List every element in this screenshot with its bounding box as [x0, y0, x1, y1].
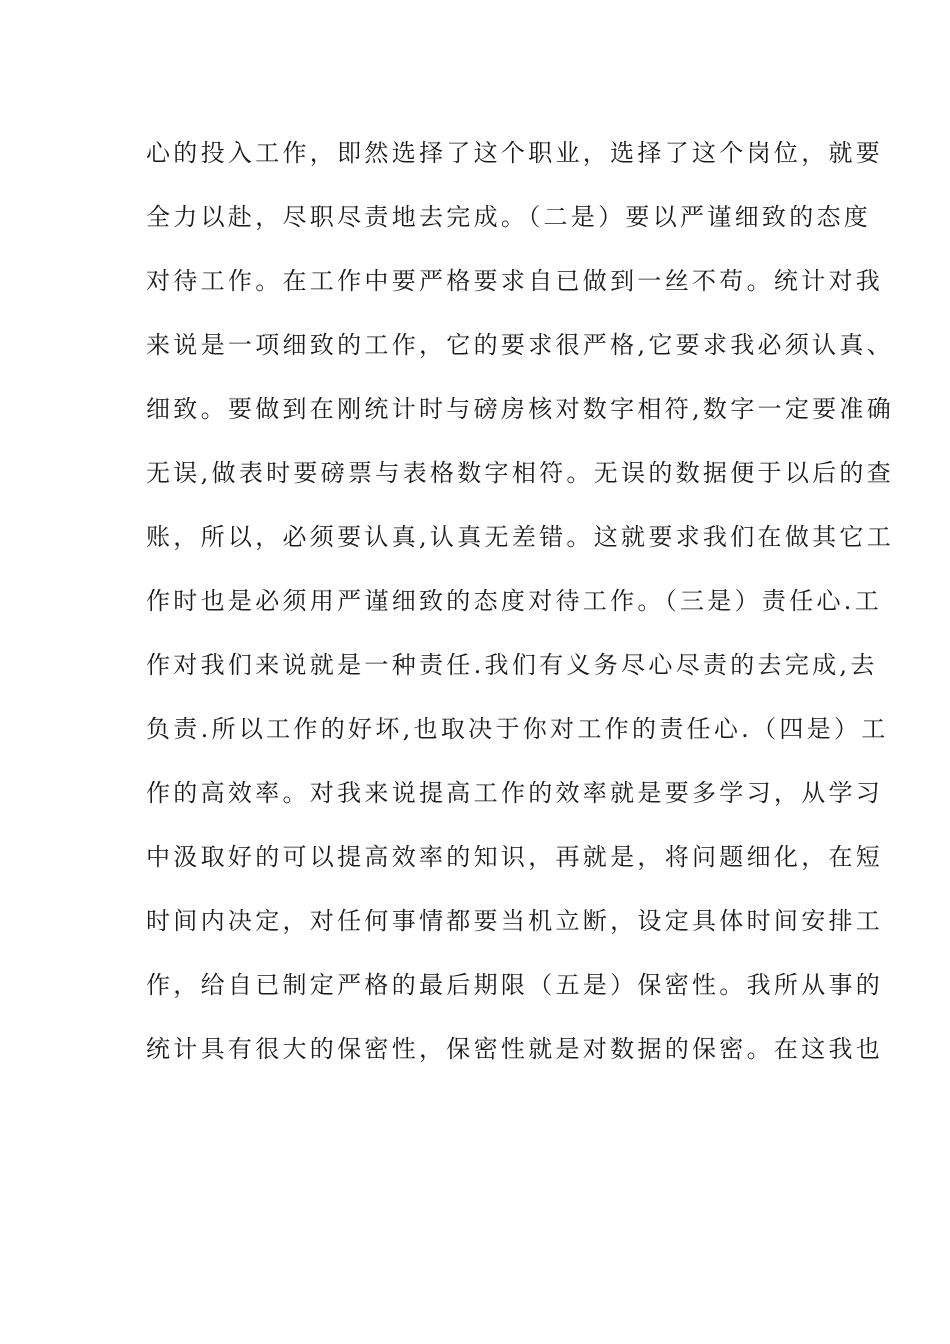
text-line: 统计具有很大的保密性，保密性就是对数据的保密。在这我也 [146, 1035, 884, 1063]
text-line: 来说是一项细致的工作，它的要求很严格,它要求我必须认真、 [146, 331, 895, 359]
text-line: 无误,做表时要磅票与表格数字相符。无误的数据便于以后的查 [146, 459, 895, 487]
text-line: 中汲取好的可以提高效率的知识，再就是，将问题细化，在短 [146, 843, 884, 871]
text-line: 作对我们来说就是一种责任.我们有义务尽心尽责的去完成,去 [146, 651, 878, 679]
text-line: 负责.所以工作的好坏,也取决于你对工作的责任心.（四是）工 [146, 715, 889, 743]
text-line: 细致。要做到在刚统计时与磅房核对数字相符,数字一定要准确 [146, 395, 895, 423]
text-line: 账，所以，必须要认真,认真无差错。这就要求我们在做其它工 [146, 523, 895, 551]
text-line: 作，给自已制定严格的最后期限（五是）保密性。我所从事的 [146, 971, 884, 999]
text-line: 对待工作。在工作中要严格要求自已做到一丝不苟。统计对我 [146, 267, 884, 295]
text-line: 作的高效率。对我来说提高工作的效率就是要多学习，从学习 [146, 779, 884, 807]
text-line: 时间内决定，对任何事情都要当机立断，设定具体时间安排工 [146, 907, 884, 935]
text-line: 心的投入工作，即然选择了这个职业，选择了这个岗位，就要 [146, 139, 884, 167]
text-line: 全力以赴，尽职尽责地去完成。（二是）要以严谨细致的态度 [146, 203, 872, 231]
body-text [146, 128, 895, 1088]
text-line: 作时也是必须用严谨细致的态度对待工作。（三是）责任心.工 [146, 587, 883, 615]
